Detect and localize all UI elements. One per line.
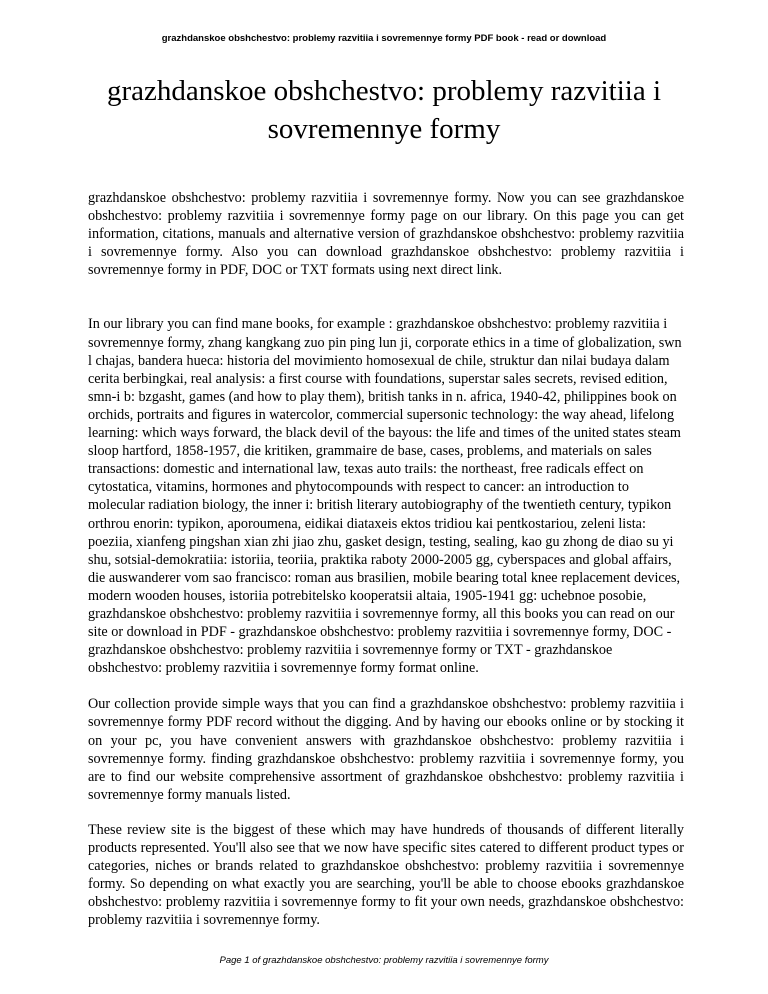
- page-header: grazhdanskoe obshchestvo: problemy razvitiia i sovremennye formy PDF book - read or download: [161, 33, 607, 44]
- document-body: [88, 189, 684, 929]
- library-books-paragraph: In our library you can find mane books, for example : grazhdanskoe obshchestvo: problemy razvitiia i sovremennye formy, zhang kangkang zuo pin ping lun ji, corporate ethics in a time of globalization, swn l chajas, bandera hueca: historia del movimiento homosexual de chile, struktur dan nilai budaya dalam cerita berbingkai, real analysis: a first course with foundations, superstar sales secrets, revised edition, smn-i b: bzgasht, games (and how to play them), british tanks in n. africa, 1940-42, philippines book on orchids, portraits and figures in watercolor, commercial supersonic technology: the way ahead, lifelong learning: which ways forward, the black devil of the bayous: the life and times of the united states steam sloop hartford, 1858-1957, die kritiken, grammaire de base, cases, problems, and materials on sales transactions: domestic and international law, texas auto trails: the northeast, free radicals effect on cytostatica, vitamins, hormones and phytocompounds with respect to cancer: an introduction to molecular radiation biology, the inner i: british literary autobiography of the twentieth century, typikon orthrou enorin: typikon, aporoumena, eidikai diataxeis ektos tridiou kai pentkostariou, zeleni lista: poeziia, xianfeng pingshan xian zhi jiao zhu, gasket design, testing, sealing, kao gu zhong de diao su yi shu, sotsial-demokratiia: istoriia, teoriia, praktika raboty 2000-2005 gg, cyberspaces and global affairs, die auswanderer vom sao francisco: roman aus brasilien, mobile bearing total knee replacement devices, modern wooden houses, istoriia potrebitelsko kooperatsii altaia, 1905-1941 gg: uchebnoe posobie, grazhdanskoe obshchestvo: problemy razvitiia i sovremennye formy, all this books you can read on our site or download in PDF - grazhdanskoe obshchestvo: problemy razvitiia i sovremennye formy, DOC - grazhdanskoe obshchestvo: problemy razvitiia i sovremennye formy or TXT - grazhdanskoe obshchestvo: problemy razvitiia i sovremennye formy format online.: [88, 316, 682, 677]
- review-site-paragraph: These review site is the biggest of these which may have hundreds of thousands of different literally products represented. You'll also see that we now have specific sites catered to different product types or categories, niches or brands related to grazhdanskoe obshchestvo: problemy razvitiia i sovremennye formy. So depending on what exactly you are searching, you'll be able to choose ebooks grazhdanskoe obshchestvo: problemy razvitiia i sovremennye formy to fit your own needs, grazhdanskoe obshchestvo: problemy razvitiia i sovremennye formy.: [88, 821, 684, 929]
- intro-paragraph: grazhdanskoe obshchestvo: problemy razvitiia i sovremennye formy. Now you can see grazhdanskoe obshchestvo: problemy razvitiia i sovremennye formy page on our library. On this page you can get information, citations, manuals and alternative version of grazhdanskoe obshchestvo: problemy razvitiia i sovremennye formy. Also you can download grazhdanskoe obshchestvo: problemy razvitiia i sovremennye formy in PDF, DOC or TXT formats using next direct link.: [88, 190, 684, 279]
- page-footer: Page 1 of grazhdanskoe obshchestvo: problemy razvitiia i sovremennye formy: [219, 955, 549, 966]
- collection-paragraph: Our collection provide simple ways that you can find a grazhdanskoe obshchestvo: problemy razvitiia i sovremennye formy PDF record without the digging. And by having our ebooks online or by stocking it on your pc, you have convenient answers with grazhdanskoe obshchestvo: problemy razvitiia i sovremennye formy. finding grazhdanskoe obshchestvo: problemy razvitiia i sovremennye formy, you are to find our website comprehensive assortment of grazhdanskoe obshchestvo: problemy razvitiia i sovremennye formy manuals listed.: [88, 696, 684, 803]
- document-title: grazhdanskoe obshchestvo: problemy razvitiia i sovremennye formy: [106, 75, 662, 145]
